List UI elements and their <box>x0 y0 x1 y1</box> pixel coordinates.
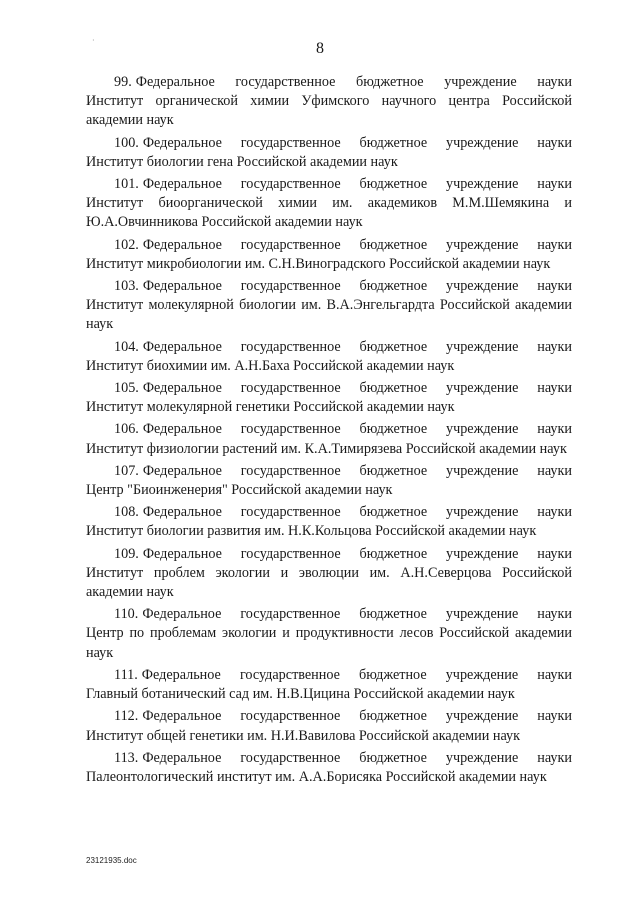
list-item-institution-name: Институт микробиологии им. С.Н.Виноградского Российской академии наук <box>86 255 551 272</box>
list-item <box>86 73 572 131</box>
list-item-lead-text: Федеральное государственное бюджетное учреждение науки <box>142 338 572 355</box>
list-item-first-line <box>86 236 572 255</box>
list-item-number: 112. <box>114 708 139 725</box>
list-item <box>86 420 572 458</box>
list-item-lead-text: Федеральное государственное бюджетное учреждение науки <box>142 134 572 151</box>
list-item-institution-name: Институт физиологии растений им. К.А.Тимирязева Российской академии наук <box>86 440 567 457</box>
list-item-lead-text: Федеральное государственное бюджетное учреждение науки <box>141 666 572 683</box>
list-item-first-line <box>86 175 572 194</box>
list-item-institution-name: Институт проблем экологии и эволюции им. А.Н.Северцова Российской академии наук <box>86 564 572 601</box>
list-item-number: 113. <box>114 749 139 766</box>
list-item-institution-name: Институт молекулярной генетики Российской академии наук <box>86 399 455 416</box>
list-item-first-line <box>86 707 572 726</box>
list-item <box>86 277 572 335</box>
list-item-institution-name: Главный ботанический сад им. Н.В.Цицина Российской академии наук <box>86 686 515 703</box>
list-item-institution-name: Институт общей генетики им. Н.И.Вавилова Российской академии наук <box>86 727 521 744</box>
list-item-institution-name: Институт органической химии Уфимского научного центра Российской академии наук <box>86 93 572 129</box>
list-item-lead-text: Федеральное государственное бюджетное учреждение науки <box>142 380 572 397</box>
list-item-first-line <box>86 462 572 481</box>
list-item-lead-text: Федеральное государственное бюджетное учреждение науки <box>142 708 572 725</box>
corner-mark: · <box>92 36 95 45</box>
list-item-lead-text: Федеральное государственное бюджетное учреждение науки <box>142 749 572 766</box>
list-item <box>86 666 572 704</box>
footer-filename: 23121935.doc <box>86 856 137 865</box>
list-item-first-line <box>86 420 572 439</box>
list-item <box>86 134 572 172</box>
list-item <box>86 545 572 603</box>
list-item-lead-text: Федеральное государственное бюджетное учреждение науки <box>142 504 572 521</box>
list-item-first-line <box>86 73 572 92</box>
list-item-lead-text: Федеральное государственное бюджетное учреждение науки <box>135 74 572 90</box>
list-item-first-line <box>86 379 572 398</box>
list-item-first-line <box>86 503 572 522</box>
list-item-institution-name: Институт биологии гена Российской академии наук <box>86 153 398 170</box>
list-item-first-line <box>86 338 572 357</box>
list-item <box>86 749 572 787</box>
list-item <box>86 175 572 233</box>
list-item-institution-name: Институт биохимии им. А.Н.Баха Российской академии наук <box>86 357 455 374</box>
list-item-institution-name: Палеонтологический институт им. А.А.Борисяка Российской академии наук <box>86 768 547 785</box>
list-item-first-line <box>86 749 572 768</box>
list-item <box>86 707 572 745</box>
list-item-number: 99. <box>114 74 132 90</box>
list-item <box>86 338 572 376</box>
list-item-first-line <box>86 277 572 296</box>
list-item <box>86 236 572 274</box>
list-item-institution-name: Институт молекулярной биологии им. В.А.Энгельгардта Российской академии наук <box>86 297 572 333</box>
list-item-number: 110. <box>114 606 139 623</box>
list-item <box>86 379 572 417</box>
list-item-institution-name: Центр "Биоинженерия" Российской академии наук <box>86 482 393 499</box>
list-item-number: 108. <box>114 504 139 521</box>
list-item-number: 101. <box>114 176 139 193</box>
list-item-number: 103. <box>114 278 139 295</box>
list-item-lead-text: Федеральное государственное бюджетное учреждение науки <box>142 545 572 562</box>
list-item-number: 102. <box>114 236 139 253</box>
list-item-institution-name: Центр по проблемам экологии и продуктивности лесов Российской академии наук <box>86 625 572 661</box>
list-item-lead-text: Федеральное государственное бюджетное учреждение науки <box>142 606 572 623</box>
list-item-number: 106. <box>114 421 139 438</box>
list-item-lead-text: Федеральное государственное бюджетное учреждение науки <box>142 421 572 438</box>
list-item-first-line <box>86 666 572 685</box>
list-item-number: 107. <box>114 462 139 479</box>
list-item-lead-text: Федеральное государственное бюджетное учреждение науки <box>142 236 572 253</box>
list-item-institution-name: Институт биоорганической химии им. академиков М.М.Шемякина и Ю.А.Овчинникова Российской академии наук <box>86 195 572 231</box>
list-item <box>86 503 572 541</box>
list-item <box>86 605 572 663</box>
list-item-institution-name: Институт биологии развития им. Н.К.Кольцова Российской академии наук <box>86 523 537 540</box>
list-item-number: 105. <box>114 380 139 397</box>
list-item-number: 100. <box>114 134 139 151</box>
list-item-first-line <box>86 605 572 624</box>
list-item-number: 104. <box>114 338 139 355</box>
list-item <box>86 462 572 500</box>
list-item-number: 111. <box>114 666 138 683</box>
list-item-lead-text: Федеральное государственное бюджетное учреждение науки <box>142 462 572 479</box>
page-number: 8 <box>316 40 324 57</box>
list-item-lead-text: Федеральное государственное бюджетное учреждение науки <box>142 278 572 295</box>
institution-list <box>86 73 572 790</box>
list-item-lead-text: Федеральное государственное бюджетное учреждение науки <box>142 176 572 193</box>
list-item-first-line <box>86 134 572 153</box>
list-item-number: 109. <box>114 545 139 562</box>
list-item-first-line <box>86 545 572 564</box>
